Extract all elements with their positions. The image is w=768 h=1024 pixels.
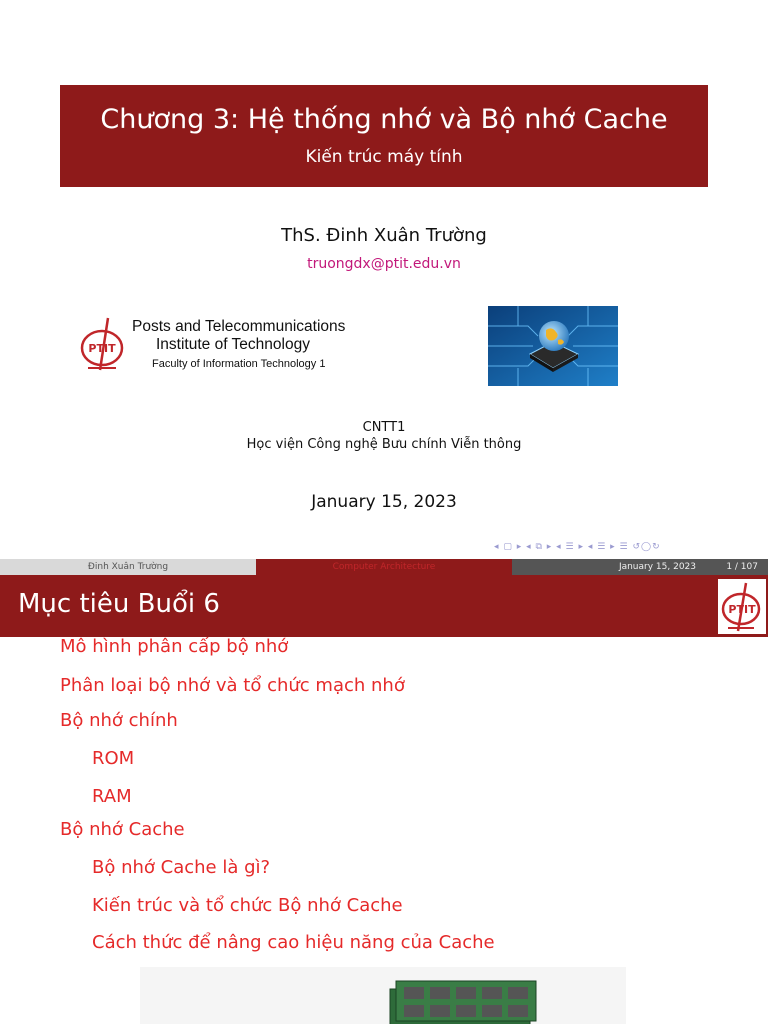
outline-subitem: Bộ nhớ Cache là gì? xyxy=(92,857,271,878)
ram-modules-image xyxy=(140,967,626,1024)
slide-title: Chương 3: Hệ thống nhớ và Bộ nhớ Cache xyxy=(100,104,668,135)
objectives-slide xyxy=(0,559,768,1024)
outline-subitem: RAM xyxy=(92,786,132,807)
outline-subitem: Kiến trúc và tổ chức Bộ nhớ Cache xyxy=(92,895,403,916)
author-email-link[interactable]: truongdx@ptit.edu.vn xyxy=(307,256,461,272)
ptit-logo-line2: Institute of Technology xyxy=(156,336,310,353)
ptit-logo-icon xyxy=(718,579,766,634)
ptit-logo-line3: Faculty of Information Technology 1 xyxy=(152,358,326,370)
institute-name: Học viện Công nghệ Bưu chính Viễn thông xyxy=(246,437,522,452)
institute-unit: CNTT1 xyxy=(362,420,406,435)
outline-subitem: ROM xyxy=(92,748,135,769)
outline-item: Mô hình phân cấp bộ nhớ xyxy=(60,636,289,657)
ptit-logo-line1: Posts and Telecommunications xyxy=(132,318,346,335)
footer-page-number: 1 / 107 xyxy=(726,562,758,572)
frame-logo-mark: PTIT xyxy=(728,603,756,616)
ptit-logo-mark: PTIT xyxy=(88,342,116,355)
footer-course: Computer Architecture xyxy=(256,559,512,575)
slide-footer xyxy=(0,559,768,575)
footer-right xyxy=(512,559,768,575)
title-box xyxy=(60,85,708,187)
outline-item: Phân loại bộ nhớ và tổ chức mạch nhớ xyxy=(60,675,405,696)
footer-author: Đinh Xuân Trường xyxy=(0,559,256,575)
slide-subtitle: Kiến trúc máy tính xyxy=(305,147,463,167)
ptit-logo xyxy=(76,306,366,384)
frame-title: Mục tiêu Buổi 6 xyxy=(18,589,220,619)
frame-logo xyxy=(718,579,766,634)
footer-date: January 15, 2023 xyxy=(618,562,696,572)
cpu-globe-image xyxy=(488,306,618,386)
author-name: ThS. Đinh Xuân Trường xyxy=(281,225,487,246)
outline-item: Bộ nhớ Cache xyxy=(60,819,185,840)
ptit-logo-icon xyxy=(78,314,130,374)
outline-subitem: Cách thức để nâng cao hiệu năng của Cache xyxy=(92,932,495,953)
outline-item: Bộ nhớ chính xyxy=(60,710,178,731)
frame-title-bar xyxy=(0,575,768,637)
presentation-date: January 15, 2023 xyxy=(311,492,457,512)
beamer-navigation-icons[interactable]: ◂ ▢ ▸ ◂ ⧉ ▸ ◂ ☰ ▸ ◂ ☰ ▸ ☰ ↺◯↻ xyxy=(494,542,661,552)
